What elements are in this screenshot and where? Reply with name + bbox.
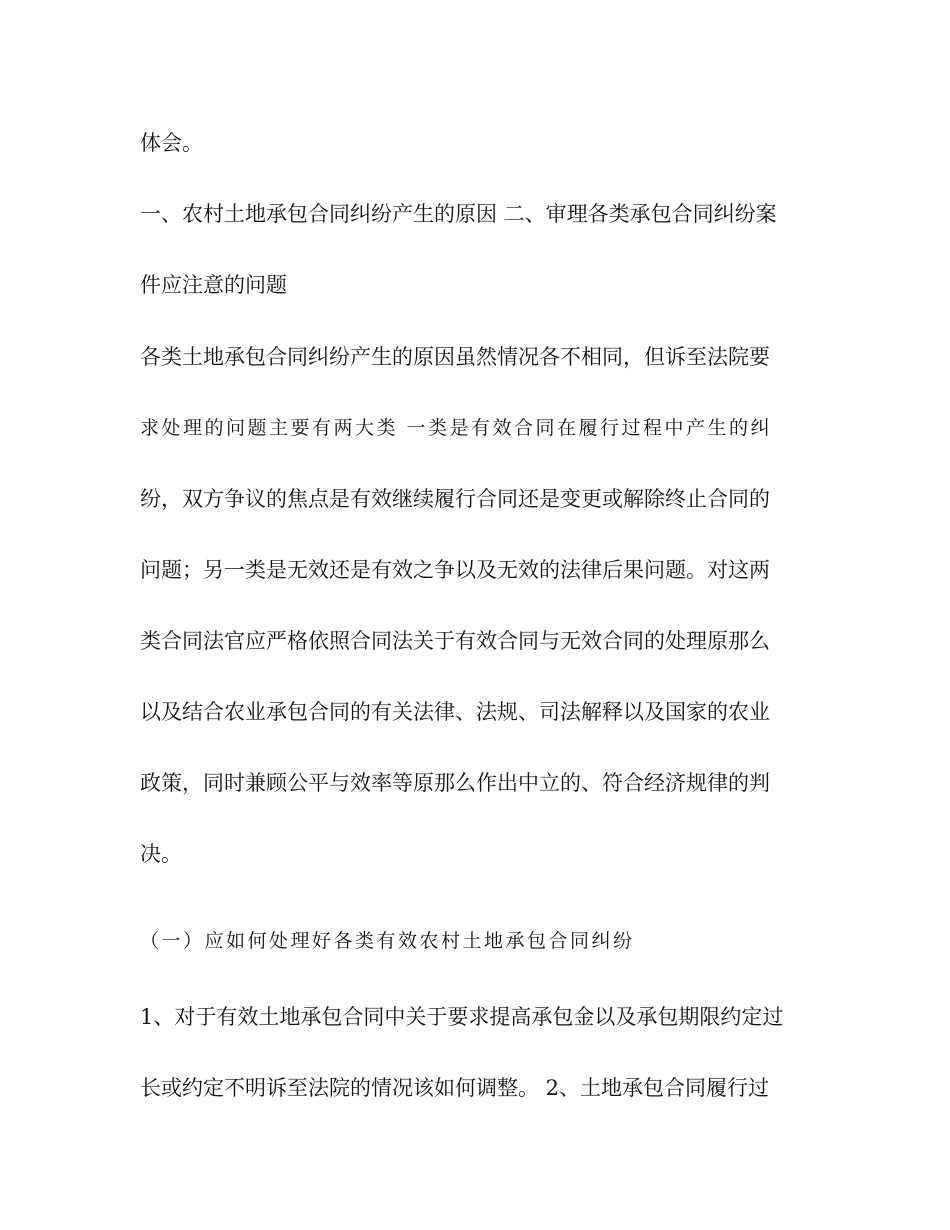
section-heading: （一）应如何处理好各类有效农村土地承包合同纠纷	[140, 930, 635, 952]
text-line: 求处理的问题主要有两大类 一类是有效合同在履行过程中产生的纠	[140, 417, 773, 439]
text-line: 纷，双方争议的焦点是有效继续履行合同还是变更或解除终止合同的	[140, 487, 770, 511]
text-line: 体会。	[140, 131, 203, 155]
text-line: 长或约定不明诉至法院的情况该如何调整。 2、土地承包合同履行过	[140, 1076, 770, 1100]
text-line: 件应注意的问题	[140, 273, 287, 297]
text-line: 问题；另一类是无效还是有效之争以及无效的法律后果问题。对这两	[140, 558, 770, 582]
text-line: 1、对于有效土地承包合同中关于要求提高承包金以及承包期限约定过	[140, 1005, 784, 1029]
text-line: 决。	[140, 842, 182, 866]
text-line: 政策，同时兼顾公平与效率等原那么作出中立的、符合经济规律的判	[140, 771, 770, 795]
text-line: 一、农村土地承包合同纠纷产生的原因 二、审理各类承包合同纠纷案	[140, 202, 777, 226]
text-line: 类合同法官应严格依照合同法关于有效合同与无效合同的处理原那么	[140, 629, 770, 653]
text-line: 以及结合农业承包合同的有关法律、法规、司法解释以及国家的农业	[140, 700, 770, 724]
text-line: 各类土地承包合同纠纷产生的原因虽然情况各不相同，但诉至法院要	[140, 345, 770, 369]
